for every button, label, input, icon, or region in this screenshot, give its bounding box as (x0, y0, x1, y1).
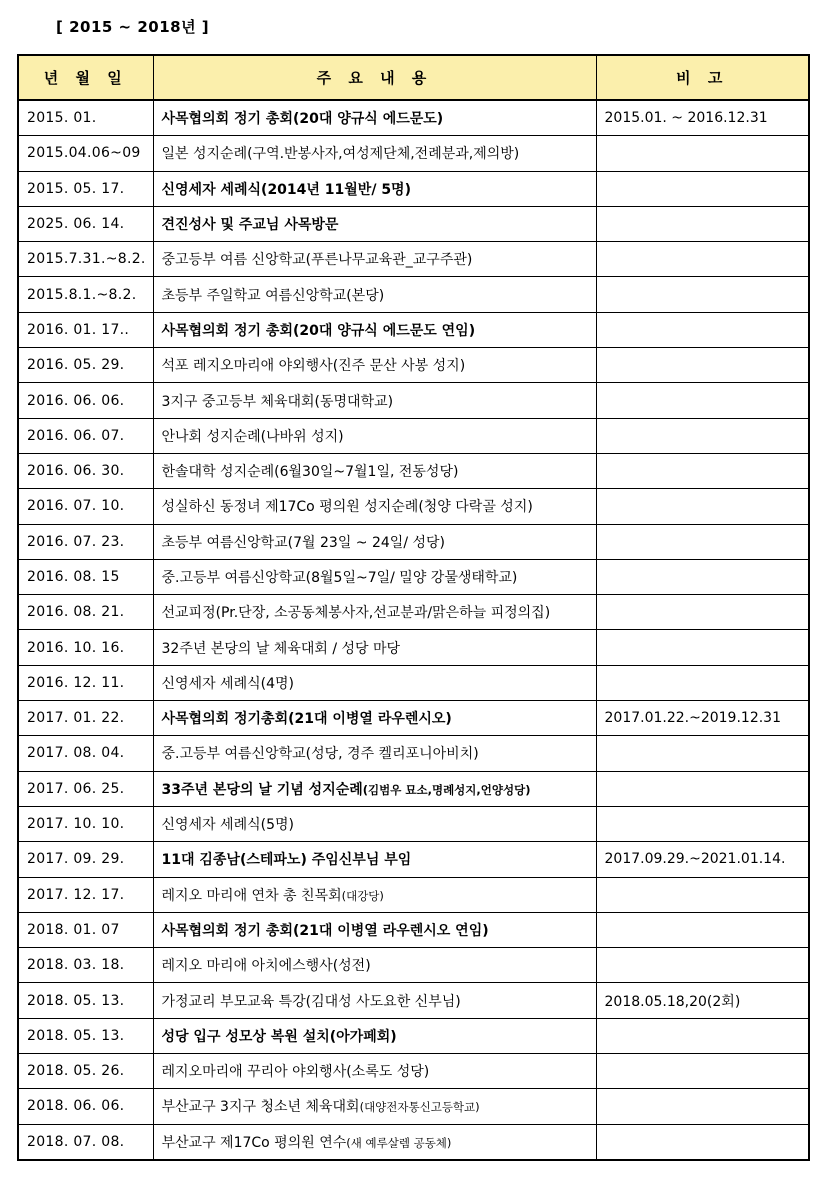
row-content-text: 가정교리 부모교육 특강(김대성 사도요한 신부님) (161, 993, 461, 1010)
row-content-text: 32주년 본당의 날 체육대회 / 성당 마당 (161, 640, 401, 657)
row-content-small: (대강당) (341, 888, 384, 903)
row-content (153, 100, 596, 136)
row-content-text: 석포 레지오마리애 야외행사(진주 문산 사봉 성지) (161, 358, 466, 375)
row-content-text: 33주년 본당의 날 기념 성지순례 (161, 781, 363, 798)
row-content-text: 사목협의회 정기 총회(20대 양규식 에드문도) (161, 111, 444, 128)
row-content (153, 948, 596, 983)
row-note: 2017.09.29.~2021.01.14. (596, 842, 809, 877)
row-content (153, 877, 596, 912)
row-content (153, 1124, 596, 1160)
row-content-text: 초등부 주일학교 여름신앙학교(본당) (161, 287, 385, 304)
row-date: 2018. 05. 13. (18, 983, 153, 1018)
row-content-text: 성실하신 동정녀 제17Co 평의원 성지순례(청양 다락골 성지) (161, 499, 533, 516)
table-row (18, 948, 809, 983)
row-date: 2016. 06. 07. (18, 418, 153, 453)
row-content-text: 안나회 성지순례(나바위 성지) (161, 428, 344, 445)
row-date: 2018. 01. 07 (18, 912, 153, 947)
table-row (18, 136, 809, 171)
row-content (153, 842, 596, 877)
table-row (18, 524, 809, 559)
table-row (18, 418, 809, 453)
row-date: 2016. 01. 17.. (18, 312, 153, 347)
row-date: 2018. 07. 08. (18, 1124, 153, 1160)
row-content (153, 489, 596, 524)
row-note (596, 348, 809, 383)
row-date: 2017. 10. 10. (18, 806, 153, 841)
row-content-text: 선교피정(Pr.단장, 소공동체봉사자,선교분과/맑은하늘 피정의집) (161, 605, 551, 622)
row-note (596, 242, 809, 277)
row-note (596, 171, 809, 206)
row-content-text: 3지구 중고등부 체육대회(동명대학교) (161, 393, 394, 410)
row-content-text: 레지오 마리애 아치에스행사(성전) (161, 958, 371, 975)
row-note (596, 1124, 809, 1160)
table-row (18, 983, 809, 1018)
row-note (596, 206, 809, 241)
row-content (153, 418, 596, 453)
row-content-text: 일본 성지순례(구역.반봉사자,여성제단체,전례분과,제의방) (161, 146, 520, 163)
table-row (18, 453, 809, 488)
row-content-text: 사목협의회 정기 총회(21대 이병열 라우렌시오 연임) (161, 922, 489, 939)
row-date: 2015.04.06~09 (18, 136, 153, 171)
row-content (153, 736, 596, 771)
row-content-text: 중고등부 여름 신앙학교(푸른나무교육관_교구주관) (161, 252, 473, 269)
row-content-text: 11대 김종남(스테파노) 주임신부님 부임 (161, 852, 412, 869)
row-date: 2017. 06. 25. (18, 771, 153, 806)
row-content-text: 견진성사 및 주교님 사목방문 (161, 217, 339, 234)
page-title: [ 2015 ~ 2018년 ] (56, 18, 210, 36)
row-content (153, 242, 596, 277)
row-note (596, 453, 809, 488)
row-note (596, 1018, 809, 1053)
row-date: 2017. 09. 29. (18, 842, 153, 877)
row-note (596, 277, 809, 312)
row-note (596, 489, 809, 524)
row-date: 2017. 08. 04. (18, 736, 153, 771)
row-note (596, 736, 809, 771)
row-note (596, 418, 809, 453)
table-row (18, 383, 809, 418)
table-row (18, 1054, 809, 1089)
row-content (153, 524, 596, 559)
table-row (18, 806, 809, 841)
row-date: 2016. 07. 23. (18, 524, 153, 559)
table-row (18, 1089, 809, 1124)
row-content (153, 206, 596, 241)
row-note (596, 383, 809, 418)
row-content (153, 136, 596, 171)
row-content (153, 630, 596, 665)
table-row (18, 1124, 809, 1160)
row-note (596, 948, 809, 983)
row-content-text: 사목협의회 정기총회(21대 이병열 라우렌시오) (161, 711, 452, 728)
row-content-text: 레지오마리애 꾸리아 야외행사(소록도 성당) (161, 1064, 430, 1081)
table-row (18, 1018, 809, 1053)
row-content (153, 1089, 596, 1124)
row-content-text: 성당 입구 성모상 복원 설치(아가페회) (161, 1028, 397, 1045)
table-row (18, 595, 809, 630)
row-content (153, 1054, 596, 1089)
row-note: 2015.01. ~ 2016.12.31 (596, 100, 809, 136)
row-date: 2015. 05. 17. (18, 171, 153, 206)
row-date: 2016. 05. 29. (18, 348, 153, 383)
row-date: 2016. 06. 06. (18, 383, 153, 418)
table-row (18, 665, 809, 700)
table-row (18, 736, 809, 771)
row-note (596, 1054, 809, 1089)
row-content-small: (대양전자통신고등학교) (359, 1100, 480, 1115)
table-row (18, 701, 809, 736)
table-row (18, 206, 809, 241)
row-date: 2018. 05. 13. (18, 1018, 153, 1053)
table-body (18, 100, 809, 1160)
table-row (18, 489, 809, 524)
row-content-text: 사목협의회 정기 총회(20대 양규식 에드문도 연임) (161, 322, 476, 339)
row-content-text: 부산교구 제17Co 평의원 연수 (161, 1134, 347, 1151)
row-content-text: 중.고등부 여름신앙학교(8월5일~7일/ 밀양 강물생태학교) (161, 570, 518, 586)
row-date: 2016. 08. 21. (18, 595, 153, 630)
row-content (153, 453, 596, 488)
row-date: 2016. 10. 16. (18, 630, 153, 665)
row-date: 2018. 03. 18. (18, 948, 153, 983)
row-content (153, 277, 596, 312)
row-content-text: 부산교구 3지구 청소년 체육대회 (161, 1099, 360, 1116)
table-row (18, 877, 809, 912)
row-content (153, 771, 596, 806)
table-row (18, 100, 809, 136)
row-note (596, 312, 809, 347)
row-date: 2016. 07. 10. (18, 489, 153, 524)
row-content (153, 559, 596, 594)
row-note (596, 630, 809, 665)
row-note (596, 806, 809, 841)
header-row (18, 55, 809, 100)
row-date: 2017. 12. 17. (18, 877, 153, 912)
row-content (153, 983, 596, 1018)
table-row (18, 277, 809, 312)
row-content-small: (김범우 묘소,명례성지,언양성당) (362, 782, 531, 797)
table-row (18, 630, 809, 665)
row-content (153, 171, 596, 206)
table-row (18, 912, 809, 947)
row-note (596, 524, 809, 559)
row-date: 2018. 05. 26. (18, 1054, 153, 1089)
row-note (596, 1089, 809, 1124)
table-row (18, 312, 809, 347)
header-content: 주 요 내 용 (153, 55, 596, 100)
header-date: 년 월 일 (18, 55, 153, 100)
row-content-text: 한솔대학 성지순례(6월30일~7월1일, 전동성당) (161, 464, 459, 481)
row-content-text: 신영세자 세례식(2014년 11월반/ 5명) (161, 181, 411, 198)
row-content-text: 신영세자 세례식(5명) (161, 817, 294, 834)
row-note: 2017.01.22.~2019.12.31 (596, 701, 809, 736)
row-note (596, 136, 809, 171)
table-row (18, 771, 809, 806)
row-content-small: (새 예루살렘 공동체) (346, 1135, 452, 1150)
row-date: 2015. 01. (18, 100, 153, 136)
row-content (153, 383, 596, 418)
row-note (596, 595, 809, 630)
row-date: 2016. 06. 30. (18, 453, 153, 488)
header-note: 비 고 (596, 55, 809, 100)
table-row (18, 242, 809, 277)
row-note (596, 877, 809, 912)
row-date: 2016. 12. 11. (18, 665, 153, 700)
row-content (153, 348, 596, 383)
row-note (596, 771, 809, 806)
row-date: 2015.8.1.~8.2. (18, 277, 153, 312)
row-date: 2018. 06. 06. (18, 1089, 153, 1124)
table-row (18, 559, 809, 594)
row-content (153, 595, 596, 630)
table-row (18, 348, 809, 383)
row-content (153, 806, 596, 841)
row-note (596, 912, 809, 947)
row-note (596, 559, 809, 594)
row-content (153, 665, 596, 700)
table-row (18, 171, 809, 206)
row-note (596, 665, 809, 700)
row-date: 2017. 01. 22. (18, 701, 153, 736)
row-date: 2025. 06. 14. (18, 206, 153, 241)
row-content (153, 701, 596, 736)
row-content (153, 312, 596, 347)
row-content (153, 912, 596, 947)
row-content-text: 신영세자 세례식(4명) (161, 675, 294, 692)
table-row (18, 842, 809, 877)
row-note: 2018.05.18,20(2회) (596, 983, 809, 1018)
row-content (153, 1018, 596, 1053)
row-content-text: 중.고등부 여름신앙학교(성당, 경주 켈리포니아비치) (161, 746, 479, 763)
row-date: 2016. 08. 15 (18, 559, 153, 594)
row-date: 2015.7.31.~8.2. (18, 242, 153, 277)
row-content-text: 초등부 여름신앙학교(7월 23일 ~ 24일/ 성당) (161, 534, 445, 551)
schedule-table (17, 54, 810, 1161)
row-content-text: 레지오 마리애 연차 총 친목회 (161, 887, 342, 904)
